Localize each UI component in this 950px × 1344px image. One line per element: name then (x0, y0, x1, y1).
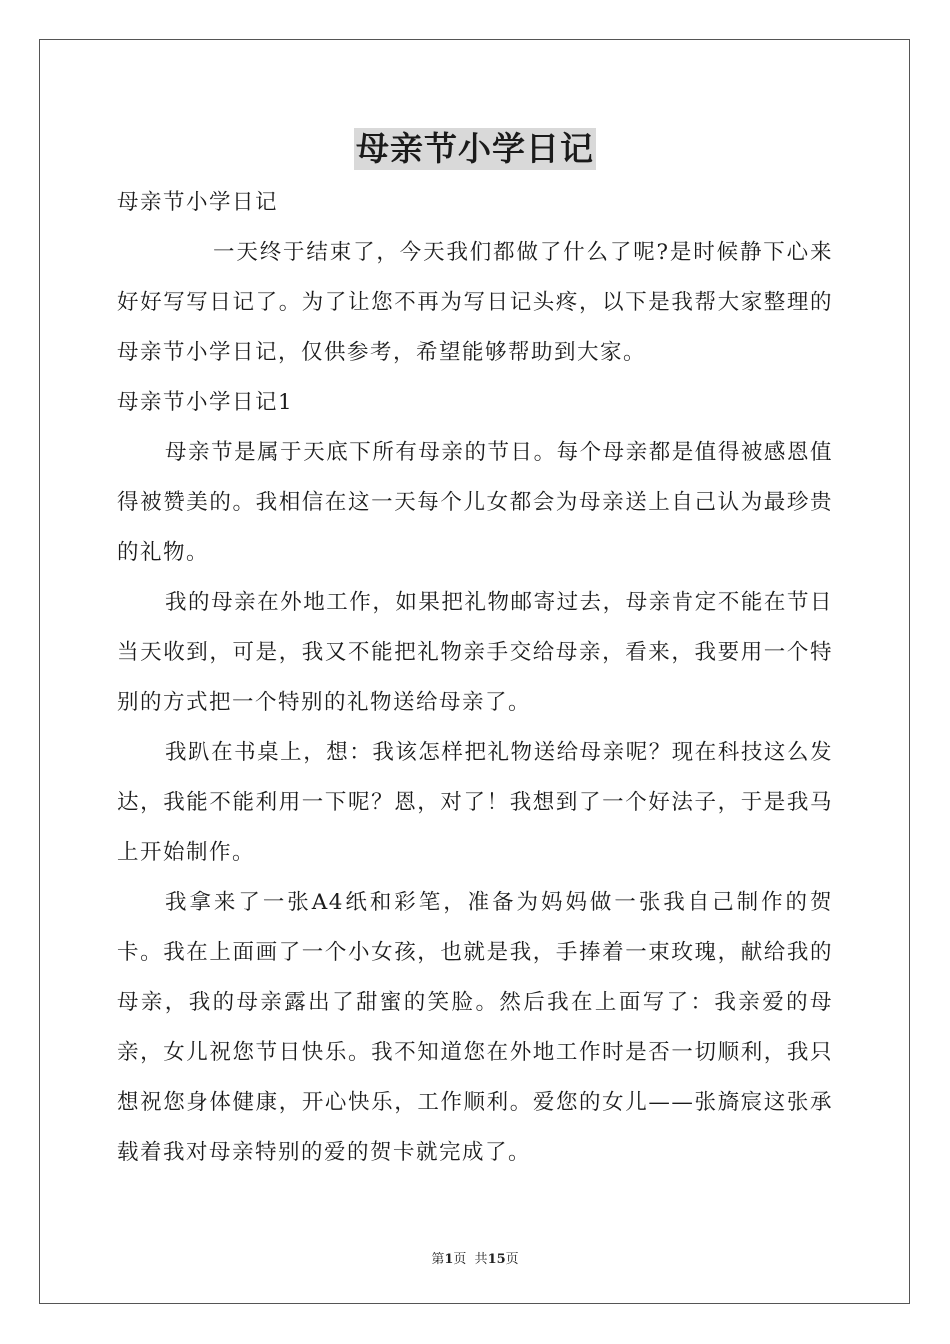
body-paragraph-2: 我的母亲在外地工作，如果把礼物邮寄过去，母亲肯定不能在节日当天收到，可是，我又不能把礼物亲手交给母亲，看来，我要用一个特别的方式把一个特别的礼物送给母亲了。 (117, 590, 833, 715)
section-heading: 母亲节小学日记1 (117, 390, 294, 415)
title-container (0, 128, 950, 170)
intro-paragraph: 一天终于结束了，今天我们都做了什么了呢?是时候静下心来好好写写日记了。为了让您不再为写日记头疼，以下是我帮大家整理的母亲节小学日记，仅供参考，希望能够帮助到大家。 (117, 240, 833, 365)
footer-page-suffix: 页 (453, 1252, 467, 1267)
footer-total-prefix: 共 (474, 1252, 488, 1267)
footer-total-suffix: 页 (505, 1252, 519, 1267)
footer-page-number: 1 (444, 1252, 454, 1267)
page-footer (0, 1248, 950, 1267)
body-paragraph-4: 我拿来了一张A4纸和彩笔，准备为妈妈做一张我自己制作的贺卡。我在上面画了一个小女孩，也就是我，手捧着一束玫瑰，献给我的母亲，我的母亲露出了甜蜜的笑脸。然后我在上面写了：我亲爱的母亲，女儿祝您节日快乐。我不知道您在外地工作时是否一切顺利，我只想祝您身体健康，开心快乐，工作顺利。爱您的女儿——张旖宸这张承载着我对母亲特别的爱的贺卡就完成了。 (117, 890, 833, 1165)
document-body (117, 178, 833, 1178)
footer-total-pages: 15 (487, 1252, 506, 1267)
body-paragraph-3: 我趴在书桌上，想：我该怎样把礼物送给母亲呢？现在科技这么发达，我能不能利用一下呢？恩，对了！我想到了一个好法子，于是我马上开始制作。 (117, 740, 833, 865)
document-subtitle: 母亲节小学日记 (117, 190, 279, 215)
body-paragraph-1: 母亲节是属于天底下所有母亲的节日。每个母亲都是值得被感恩值得被赞美的。我相信在这一天每个儿女都会为母亲送上自己认为最珍贵的礼物。 (117, 440, 833, 565)
document-title: 母亲节小学日记 (356, 129, 594, 168)
footer-page-prefix: 第 (431, 1252, 445, 1267)
